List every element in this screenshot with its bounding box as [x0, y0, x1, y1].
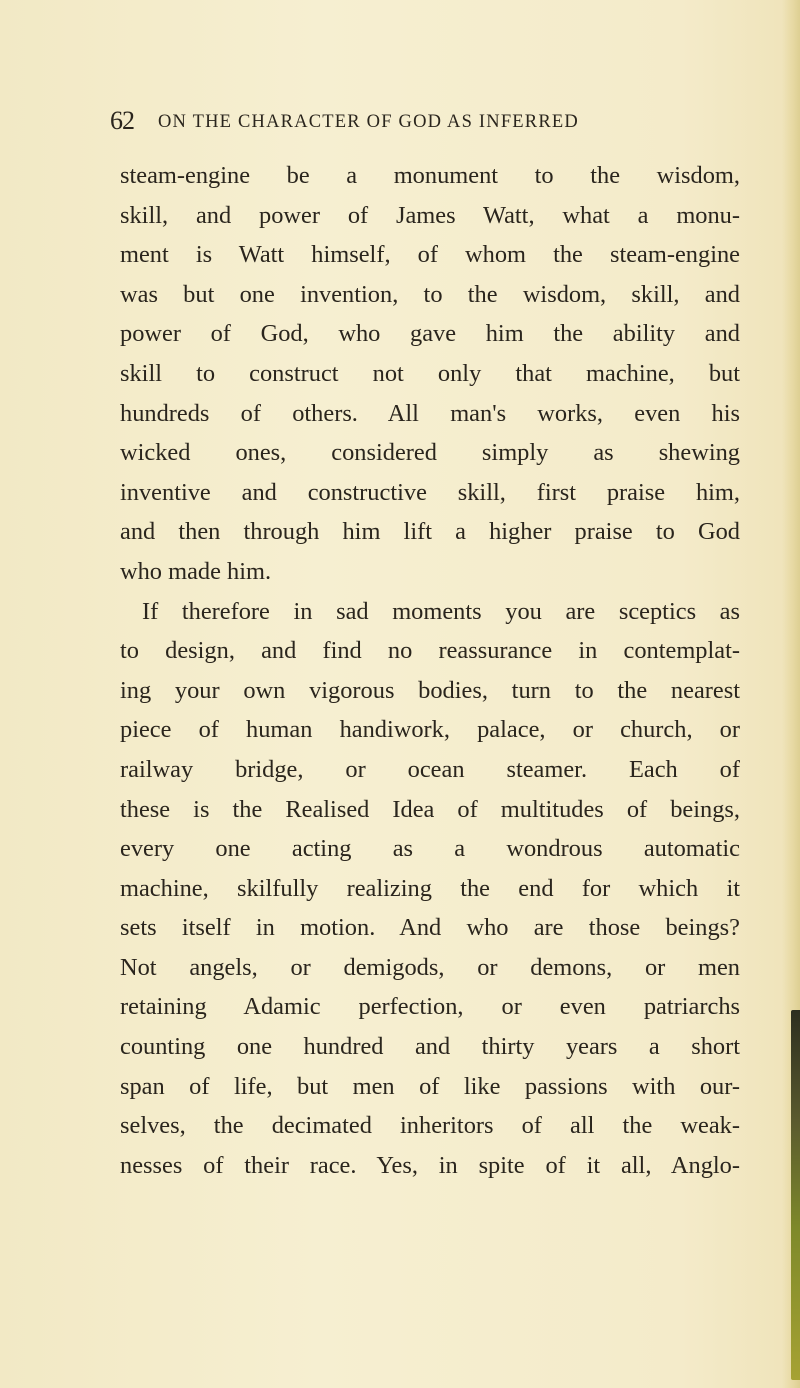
text-line: hundreds of others. All man's works, even his — [120, 399, 740, 427]
text-line: selves, the decimated inheritors of all the weak- — [120, 1112, 740, 1140]
text-line: to design, and find no reassurance in contemplat- — [120, 637, 740, 665]
running-head — [110, 106, 758, 142]
running-title: ON THE CHARACTER OF GOD AS INFERRED — [158, 112, 579, 132]
text-line: steam-engine be a monument to the wisdom, — [120, 162, 740, 189]
text-line: skill to construct not only that machine, but — [120, 359, 740, 387]
text-line: these is the Realised Idea of multitudes of beings, — [120, 795, 740, 823]
text-line: Not angels, or demigods, or demons, or men — [120, 953, 740, 981]
adjacent-page-edge — [791, 1010, 800, 1380]
text-line: power of God, who gave him the ability and — [120, 320, 740, 348]
text-line: nesses of their race. Yes, in spite of it all, Anglo- — [120, 1151, 740, 1179]
page-number: 62 — [110, 106, 134, 135]
body-text — [120, 156, 740, 1185]
text-line: railway bridge, or ocean steamer. Each of — [120, 755, 740, 783]
text-line: and then through him lift a higher praise to God — [120, 518, 740, 546]
text-line: inventive and constructive skill, first praise him, — [120, 478, 740, 506]
text-line: wicked ones, considered simply as shewing — [120, 439, 740, 467]
paragraph-start-line: If therefore in sad moments you are sceptics as — [142, 597, 740, 625]
text-line: span of life, but men of like passions with our- — [120, 1072, 740, 1100]
text-line: ment is Watt himself, of whom the steam-engine — [120, 241, 740, 269]
text-line: sets itself in motion. And who are those beings? — [120, 914, 740, 942]
text-line: counting one hundred and thirty years a short — [120, 1033, 740, 1061]
text-line: skill, and power of James Watt, what a monu- — [120, 201, 740, 229]
text-line: was but one invention, to the wisdom, skill, and — [120, 280, 740, 308]
text-line: ing your own vigorous bodies, turn to the nearest — [120, 676, 740, 704]
text-line: every one acting as a wondrous automatic — [120, 835, 740, 863]
text-line: machine, skilfully realizing the end for which it — [120, 874, 740, 902]
text-line: retaining Adamic perfection, or even patriarchs — [120, 993, 740, 1021]
text-line: who made him. — [120, 557, 272, 585]
text-line: piece of human handiwork, palace, or church, or — [120, 716, 740, 744]
